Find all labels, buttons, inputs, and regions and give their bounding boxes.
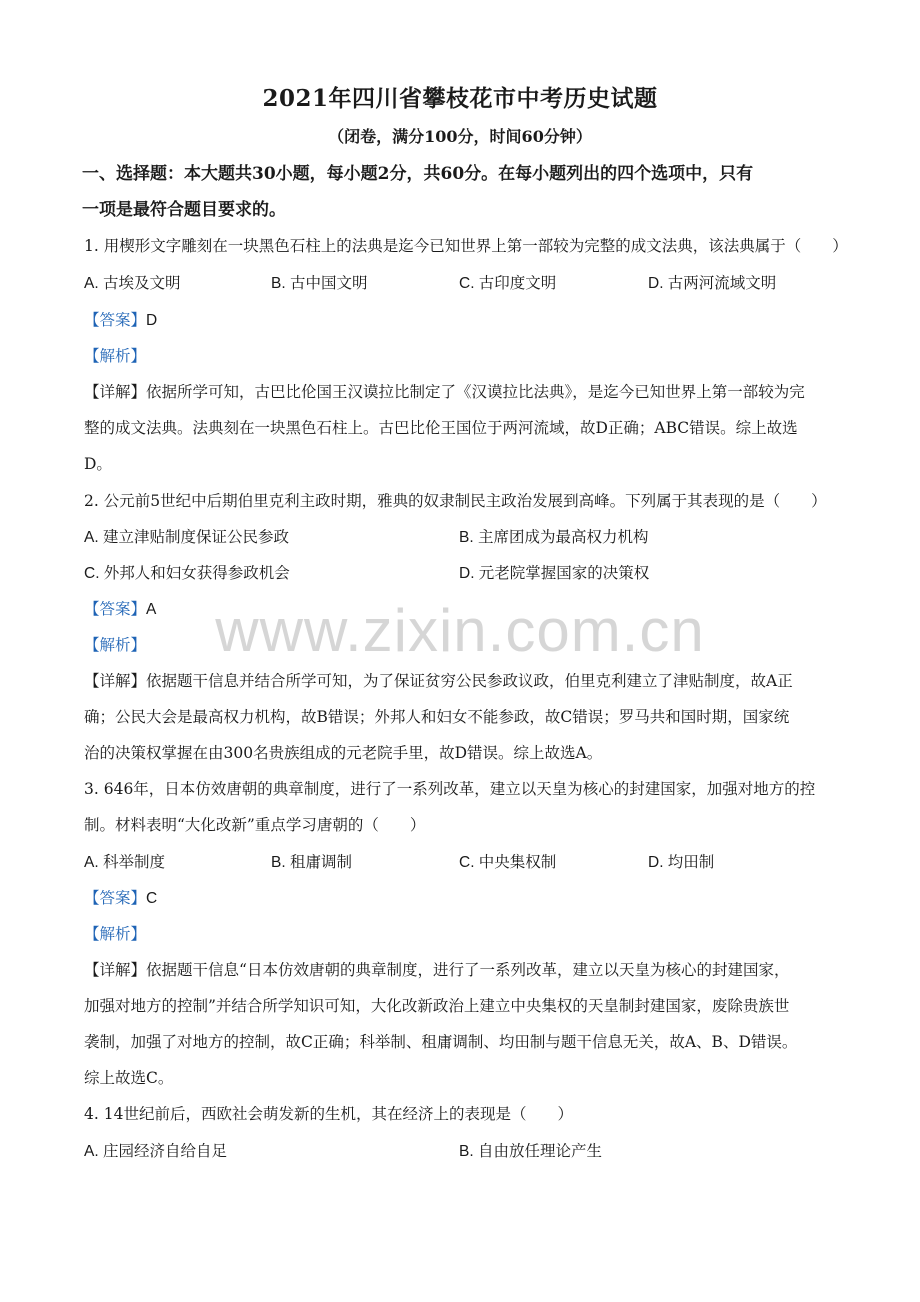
- q1-stem: 1. 用楔形文字雕刻在一块黑色石柱上的法典是迄今已知世界上第一部较为完整的成文法典，该法典属于（ ）: [84, 237, 848, 255]
- q4-option-b: B. 自由放任理论产生: [459, 1143, 602, 1160]
- q1-option-c: C. 古印度文明: [459, 275, 557, 292]
- q1-detail-line3: D。: [84, 455, 112, 473]
- q2-answer: [84, 597, 156, 619]
- q3-detail-line3: 袭制，加强了对地方的控制，故C正确；科举制、租庸调制、均田制与题干信息无关，故A、B、D错误。: [84, 1033, 798, 1051]
- detail-tag: 【详解】: [84, 383, 147, 401]
- page-title: 2021年四川省攀枝花市中考历史试题: [262, 85, 658, 112]
- q1-option-a: A. 古埃及文明: [84, 275, 181, 292]
- q1-option-b: B. 古中国文明: [271, 275, 368, 292]
- q1-detail-line2: 整的成文法典。法典刻在一块黑色石柱上。古巴比伦王国位于两河流域，故D正确；ABC错误。综上故选: [84, 419, 798, 437]
- q2-option-b: B. 主席团成为最高权力机构: [459, 529, 649, 546]
- q1-detail-line1: [84, 380, 805, 402]
- detail-text: 依据题干信息“日本仿效唐朝的典章制度，进行了一系列改革，建立以天皇为核心的封建国家，: [146, 961, 790, 979]
- answer-value: C: [146, 890, 158, 907]
- watermark: www.zixin.com.cn: [215, 597, 705, 664]
- q2-analysis-tag: 【解析】: [84, 636, 147, 654]
- answer-tag: 【答案】: [84, 600, 147, 618]
- answer-value: A: [146, 601, 157, 618]
- detail-text: 依据题干信息并结合所学可知，为了保证贫穷公民参政议政，伯里克利建立了津贴制度，故A正: [146, 672, 793, 690]
- q1-answer: [84, 308, 157, 330]
- q3-detail-line1: [84, 958, 789, 980]
- q4-option-a: A. 庄园经济自给自足: [84, 1143, 227, 1160]
- answer-value: D: [146, 312, 158, 329]
- q3-option-d: D. 均田制: [648, 854, 715, 871]
- q4-stem: 4. 14世纪前后，西欧社会萌发新的生机，其在经济上的表现是（ ）: [84, 1105, 573, 1123]
- q3-detail-line4: 综上故选C。: [84, 1069, 174, 1087]
- detail-tag: 【详解】: [84, 672, 147, 690]
- page-subtitle: （闭卷，满分100分，时间60分钟）: [328, 127, 592, 146]
- detail-tag: 【详解】: [84, 961, 147, 979]
- q3-answer: [84, 886, 157, 908]
- section-heading-line1: 一、选择题：本大题共30小题，每小题2分，共60分。在每小题列出的四个选项中，只有: [82, 164, 754, 184]
- answer-tag: 【答案】: [84, 311, 147, 329]
- q3-stem-line2: 制。材料表明“大化改新”重点学习唐朝的（ ）: [84, 816, 426, 834]
- q2-option-a: A. 建立津贴制度保证公民参政: [84, 529, 289, 546]
- q2-detail-line3: 治的决策权掌握在由300名贵族组成的元老院手里，故D错误。综上故选A。: [84, 744, 603, 762]
- q2-option-d: D. 元老院掌握国家的决策权: [459, 565, 650, 582]
- q2-option-c: C. 外邦人和妇女获得参政机会: [84, 565, 290, 582]
- q3-analysis-tag: 【解析】: [84, 925, 147, 943]
- q1-analysis-tag: 【解析】: [84, 347, 147, 365]
- answer-tag: 【答案】: [84, 889, 147, 907]
- q3-option-b: B. 租庸调制: [271, 854, 352, 871]
- q2-detail-line1: [84, 669, 793, 691]
- q3-option-c: C. 中央集权制: [459, 854, 557, 871]
- q1-option-d: D. 古两河流域文明: [648, 275, 777, 292]
- detail-text: 依据所学可知，古巴比伦国王汉谟拉比制定了《汉谟拉比法典》，是迄今已知世界上第一部较为完: [146, 383, 805, 401]
- q2-stem: 2. 公元前5世纪中后期伯里克利主政时期，雅典的奴隶制民主政治发展到高峰。下列属于其表现的是（ ）: [84, 492, 827, 510]
- q3-option-a: A. 科举制度: [84, 854, 165, 871]
- q3-detail-line2: 加强对地方的控制”并结合所学知识可知，大化改新政治上建立中央集权的天皇制封建国家，废除贵族世: [84, 997, 790, 1015]
- q2-detail-line2: 确；公民大会是最高权力机构，故B错误；外邦人和妇女不能参政，故C错误；罗马共和国时期，国家统: [84, 708, 790, 726]
- section-heading-line2: 一项是最符合题目要求的。: [82, 200, 286, 220]
- q3-stem-line1: 3. 646年，日本仿效唐朝的典章制度，进行了一系列改革，建立以天皇为核心的封建国家，加强对地方的控: [84, 780, 816, 798]
